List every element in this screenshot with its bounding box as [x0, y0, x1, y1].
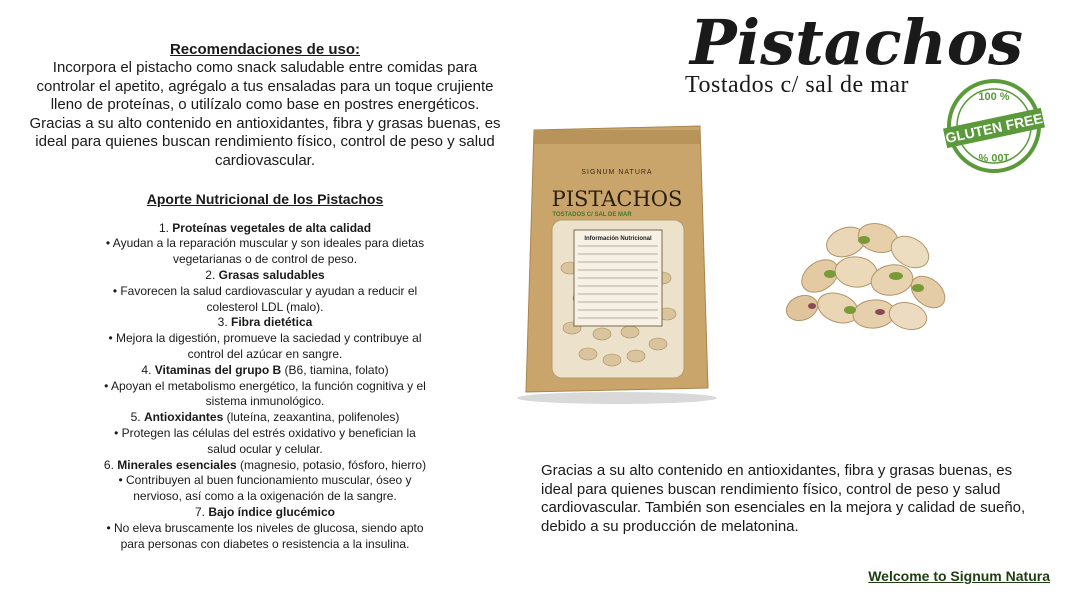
bag-panel-title: Información Nutricional — [584, 236, 652, 242]
recommendations-body: Incorpora el pistacho como snack saludable entre comidas para controlar el apetito, agrégalo a tus ensaladas para un toque crujiente lleno de proteínas, o utilízalo como base en postres energéticos. Gracias a su alto contenido en antioxidantes, fibra y grasas buenas, es ideal para quienes buscan rendimiento físico, control de peso y salud cardiovascular. — [29, 59, 501, 169]
product-title: Pistachos — [690, 6, 1023, 79]
nutrition-item-desc: • Ayudan a la reparación muscular y son ideales para dietas vegetarianas o de control de peso. — [105, 236, 425, 267]
nutrition-item-desc: • Favorecen la salud cardiovascular y ayudan a reducir el colesterol LDL (malo). — [112, 283, 418, 314]
nutrient-name: Antioxidantes — [143, 410, 224, 425]
nutrition-item-heading: 4. Vitaminas del grupo B (B6, tiamina, folato) — [141, 362, 389, 377]
nutrition-item-heading: 5. Antioxidantes (luteína, zeaxantina, polifenoles) — [130, 410, 400, 425]
nutrition-item-heading: 3. Fibra dietética — [217, 315, 313, 330]
gluten-free-badge — [940, 76, 1048, 176]
product-description: Gracias a su alto contenido en antioxidantes, fibra y grasas buenas, es ideal para quienes buscan rendimiento físico, control de peso y salud cardiovascular. También son esenciales en la mejora y calidad de sueño, debido a su producción de melatonina. — [541, 462, 1026, 535]
badge-top-text: 100 % — [978, 91, 1010, 103]
nutrition-item-heading: 6. Minerales esenciales (magnesio, potasio, fósforo, hierro) — [103, 457, 427, 472]
recommendations-title: Recomendaciones de uso: — [169, 41, 361, 58]
nutrition-item-desc: • Protegen las células del estrés oxidativo y benefician la salud ocular y celular. — [114, 425, 416, 456]
nutrition-item-heading: 1. Proteínas vegetales de alta calidad — [158, 220, 372, 235]
nutrition-item-heading: 2. Grasas saludables — [205, 267, 325, 282]
nutrition-item-desc: • Mejora la digestión, promueve la saciedad y contribuye al control del azúcar en sangre. — [108, 331, 422, 361]
nutrient-name: Grasas saludables — [218, 267, 325, 282]
badge-bottom-text: 100 % — [978, 151, 1010, 163]
nutrient-name: Bajo índice glucémico — [208, 504, 336, 519]
product-bag-image — [512, 118, 722, 410]
nutrient-name: Vitaminas del grupo B — [154, 362, 282, 377]
nutrition-item-desc: • Contribuyen al buen funcionamiento muscular, óseo y nervioso, así como a la oxigenación de la sangre. — [118, 473, 412, 504]
nutrient-name: Proteínas vegetales de alta calidad — [172, 220, 372, 235]
product-subtitle: Tostados c/ sal de mar — [685, 72, 909, 98]
nutrient-name: Minerales esenciales — [117, 457, 237, 472]
bag-brand-text: SIGNUM NATURA — [581, 169, 653, 176]
welcome-link[interactable]: Welcome to Signum Natura — [868, 568, 1050, 584]
badge-main-text: GLUTEN FREE — [944, 109, 1044, 147]
nutrition-title: Aporte Nutricional de los Pistachos — [146, 190, 384, 207]
nutrition-item-desc: • No eleva bruscamente los niveles de glucosa, siendo apto para personas con diabetes o resistencia a la insulina. — [106, 520, 424, 551]
nutrition-item-heading: 7. Bajo índice glucémico — [194, 504, 336, 519]
pistachio-nuts-image — [768, 180, 958, 350]
left-column — [28, 40, 502, 552]
nutrition-item-desc: • Apoyan el metabolismo energético, la función cognitiva y el sistema inmunológico. — [104, 378, 426, 409]
nutrition-list — [100, 221, 430, 553]
nutrient-name: Fibra dietética — [230, 315, 313, 330]
bag-subtitle-text: TOSTADOS C/ SAL DE MAR — [552, 212, 632, 218]
bag-title-text: PISTACHOS — [551, 187, 683, 211]
